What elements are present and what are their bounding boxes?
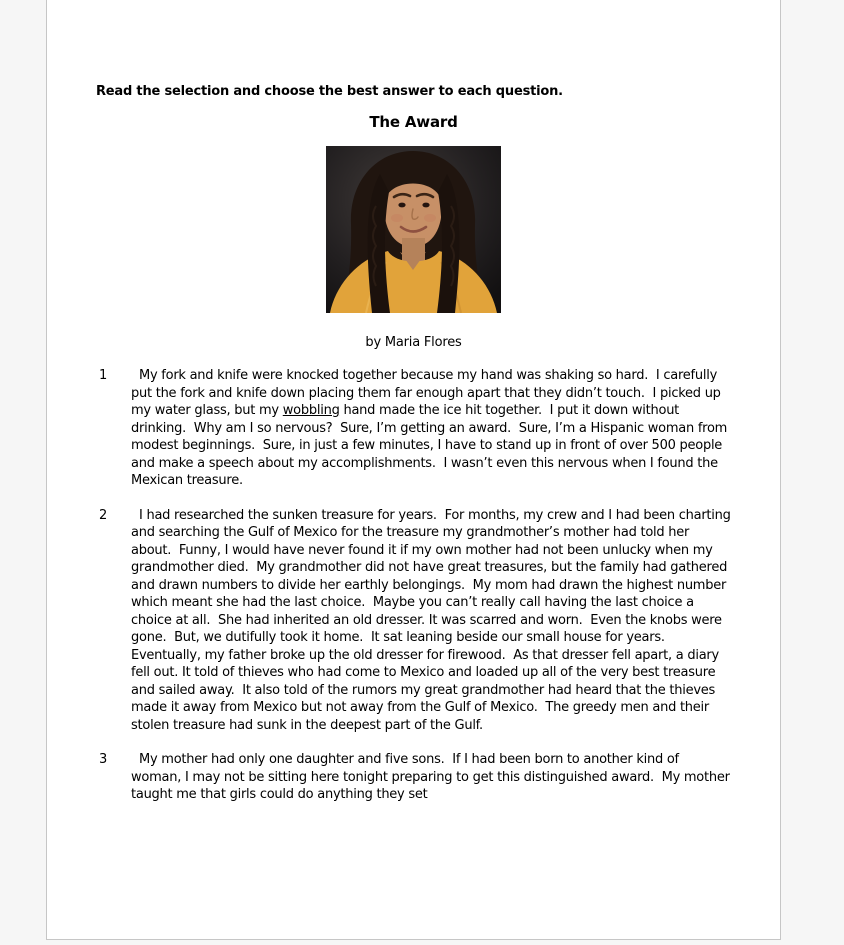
- vocab-word-wobbling[interactable]: wobbling: [282, 403, 340, 418]
- paragraph-1-segment-pre: My fork and knife were knocked together because my hand was shaking so hard. I carefully put the fork and knife down placing them far enough apart that they didn’t touch. I picked up my water glass, but my: [131, 368, 725, 418]
- paragraph-2-text: I had researched the sunken treasure for years. For months, my crew and I had been charting and searching the Gulf of Mexico for the treasure my grandmother’s mother had told her about. Funny, I would have never found it if my own mother had not been unlucky when my grandmother died. My grandmother did not have great treasures, but the family had gathered and drawn numbers to divide her earthly belongings. My mom had drawn the highest number which meant she had the last choice. Maybe you can’t really call having the last choice a choice at all. She had inherited an old dresser. It was scarred and worn. Even the knobs were gone. But, we dutifully took it home. It sat leaning beside our small house for years. Eventually, my father broke up the old dresser for firewood. As that dresser fell apart, a diary fell out. It told of thieves who had come to Mexico and loaded up all of the very best treasure and sailed away. It also told of the rumors my great grandmother had heard that the thieves made it away from Mexico but not away from the Gulf of Mexico. The greedy men and their stolen treasure had sunk in the deepest part of the Gulf.: [131, 507, 735, 733]
- passage-body: [96, 367, 735, 804]
- paragraph-1-segment-post: hand made the ice hit together. I put it down without drinking. Why am I so nervous? Sure, I’m getting an award. Sure, I’m a Hispanic woman from modest beginnings. Sure, in just a few minutes, I have to stand up in front of over 500 people and make a speech about my accomplishments. I wasn’t even this nervous when I found the Mexican treasure.: [131, 403, 731, 488]
- paragraph-3: [99, 751, 734, 804]
- paragraph-3-number: 3: [99, 752, 108, 767]
- paragraph-2-number: 2: [99, 507, 108, 523]
- paragraph-3-text: My mother had only one daughter and five sons. If I had been born to another kind of woman, I may not be sitting here tonight preparing to get this distinguished award. My mother taught me that girls could do anything they set: [131, 752, 734, 802]
- paragraph-1-number: 1: [99, 368, 108, 383]
- instruction-text: Read the selection and choose the best answer to each question.: [96, 84, 563, 99]
- author-portrait: [326, 146, 501, 313]
- photo-container: [96, 146, 731, 313]
- passage-title: The Award: [369, 113, 458, 131]
- passage-page: [46, 0, 781, 940]
- paragraph-1-text: [131, 367, 731, 490]
- paragraph-2: [99, 507, 735, 735]
- page-content: [47, 0, 780, 804]
- byline: by Maria Flores: [365, 335, 462, 350]
- paragraph-1: [99, 367, 731, 490]
